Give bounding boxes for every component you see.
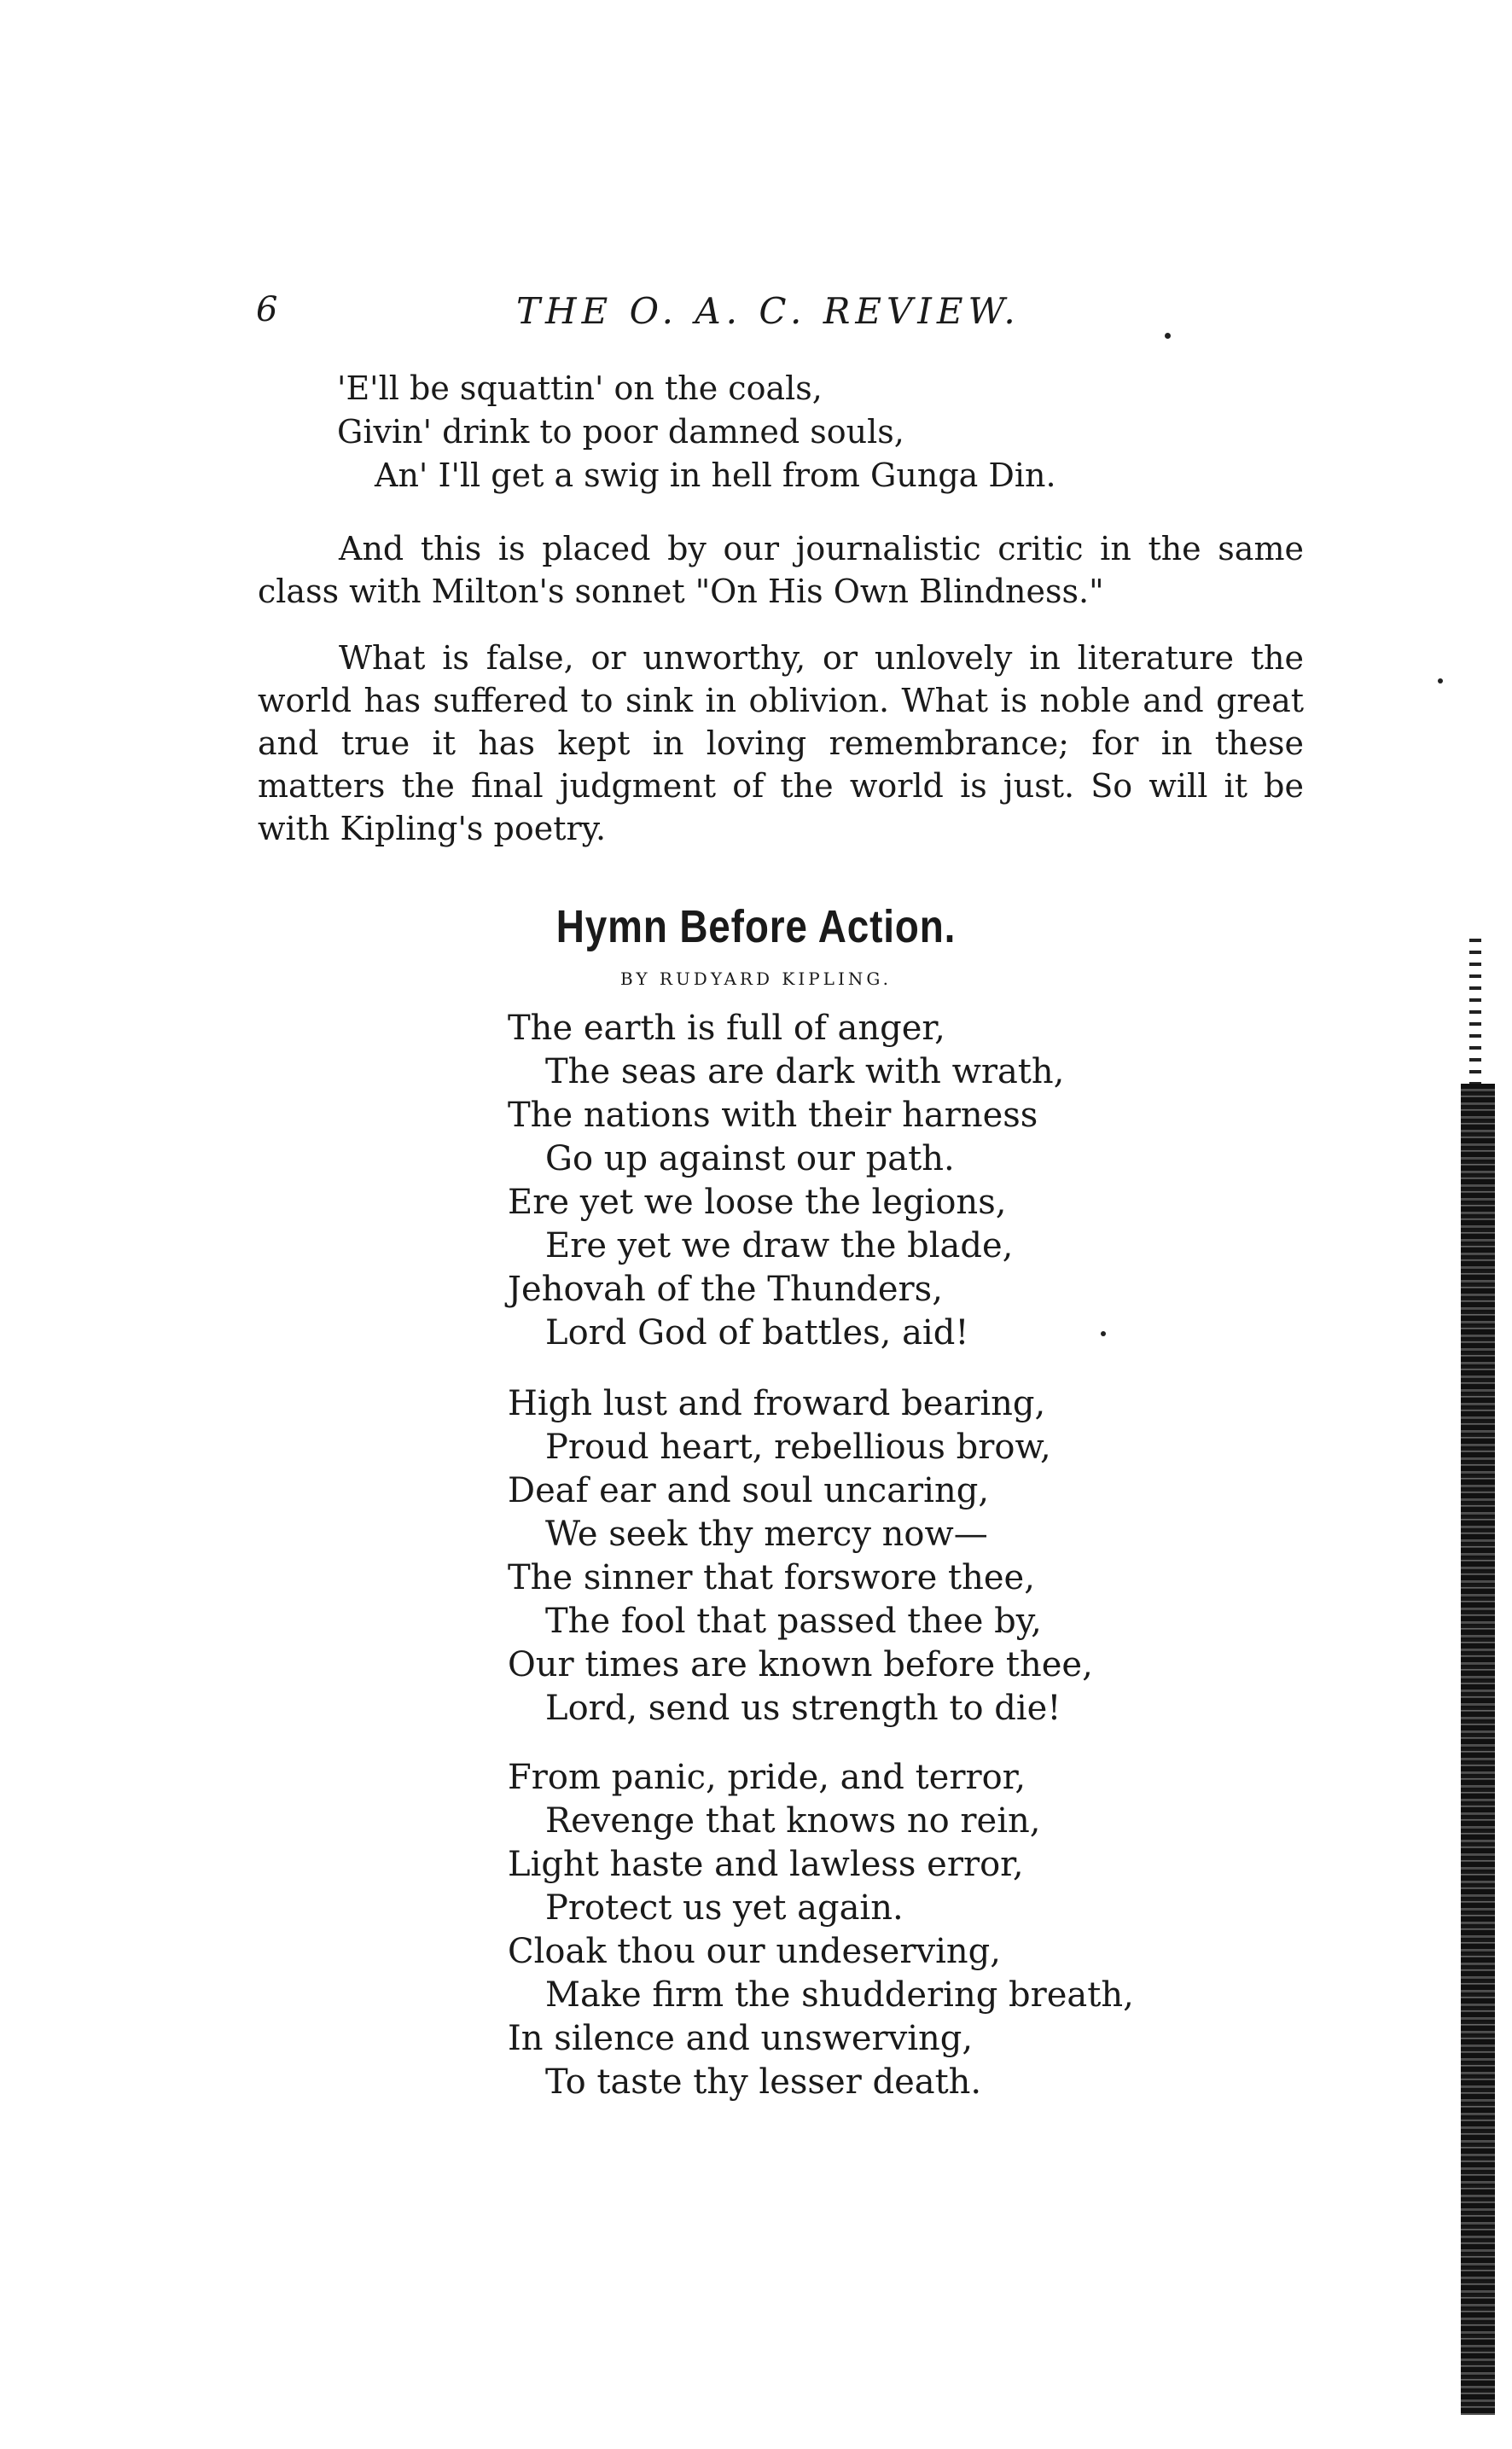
- stanza-3: [508, 1756, 1190, 2104]
- verse-line: 'E'll be squattin' on the coals,: [337, 369, 823, 407]
- verse-line: Cloak thou our undeserving,: [508, 1932, 1001, 1971]
- verse-line: Ere yet we loose the legions,: [508, 1183, 1007, 1222]
- verse-line: An' I'll get a swig in hell from Gunga Din.: [375, 457, 1056, 494]
- verse-line: Protect us yet again.: [545, 1888, 904, 1928]
- verse-line: Go up against our path.: [545, 1139, 955, 1178]
- verse-line: Light haste and lawless error,: [508, 1845, 1024, 1884]
- stanza-1: [508, 1007, 1190, 1355]
- verse-line: Givin' drink to poor damned souls,: [337, 413, 904, 451]
- verse-line: High lust and froward bearing,: [508, 1384, 1046, 1423]
- verse-line: The nations with their harness: [508, 1096, 1038, 1135]
- verse-line: We seek thy mercy now—: [545, 1515, 988, 1554]
- verse-line: Revenge that knows no rein,: [545, 1801, 1041, 1841]
- verse-line: Ere yet we draw the blade,: [545, 1226, 1014, 1265]
- stanza-2: [508, 1382, 1190, 1731]
- poem-byline: BY RUDYARD KIPLING.: [619, 969, 892, 989]
- paragraph: And this is placed by our journalistic critic in the same class with Milton's sonnet "On His Own Blindness.": [258, 530, 1304, 610]
- binding-edge-marks: [1469, 939, 1481, 1084]
- verse-line: In silence and unswerving,: [508, 2019, 974, 2058]
- page-header: [256, 290, 1306, 341]
- verse-line: Make firm the shuddering breath,: [545, 1975, 1134, 2015]
- binding-edge-shadow: [1461, 1084, 1495, 2415]
- ink-speck: [1165, 333, 1171, 339]
- page-number: 6: [256, 290, 278, 329]
- gunga-din-excerpt: [337, 367, 1387, 497]
- verse-line: The sinner that forswore thee,: [508, 1558, 1035, 1597]
- verse-line: Jehovah of the Thunders,: [508, 1270, 943, 1309]
- verse-line: Lord God of battles, aid!: [545, 1313, 969, 1352]
- verse-line: The earth is full of anger,: [508, 1009, 945, 1048]
- prose-block: [258, 527, 1304, 850]
- verse-line: Deaf ear and soul uncaring,: [508, 1471, 990, 1510]
- verse-line: The seas are dark with wrath,: [545, 1052, 1065, 1091]
- running-head: THE O. A. C. REVIEW.: [516, 290, 1021, 332]
- verse-line: From panic, pride, and terror,: [508, 1758, 1026, 1797]
- verse-line: Lord, send us strength to die!: [545, 1689, 1061, 1728]
- verse-line: Proud heart, rebellious brow,: [545, 1428, 1051, 1467]
- verse-line: Our times are known before thee,: [508, 1645, 1093, 1684]
- paragraph: What is false, or unworthy, or unlovely in literature the world has suffered to sink in oblivion. What is noble and great and true it has kept in loving remembrance; for in these matters the final judgment of the world is just. So will it be with Kipling's poetry.: [258, 639, 1304, 847]
- ink-speck: [1438, 678, 1443, 684]
- poem-title: Hymn Before Action.: [555, 901, 957, 952]
- verse-line: The fool that passed thee by,: [545, 1602, 1042, 1641]
- verse-line: To taste thy lesser death.: [545, 2062, 982, 2102]
